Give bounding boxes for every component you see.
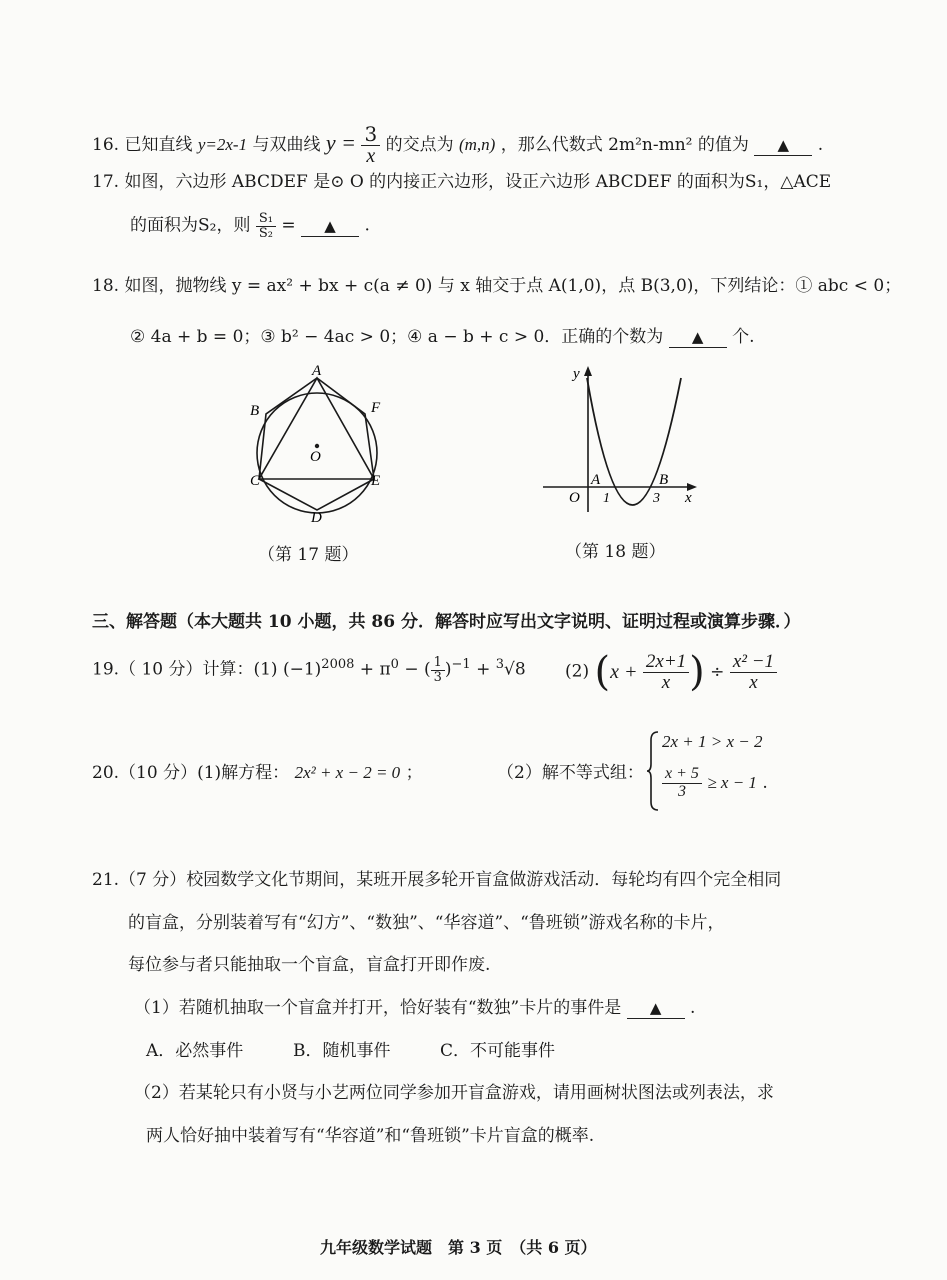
y-axis-arrow <box>584 366 592 376</box>
inequality-system: 2x + 1 > x − 2 $\frac{x + 5}{3}$ ≥ x − 1 . <box>646 730 796 812</box>
label-B: B <box>659 472 669 488</box>
label-A: A <box>312 363 322 379</box>
figure-18-caption: （第 18 题） <box>565 542 666 562</box>
question-17-line2: 的面积为S₂，则 $\frac{\text{S₁}}{\text{S₂}}$ = ▲ . <box>130 211 370 241</box>
q16-number: 16. <box>92 135 120 155</box>
question-21-line1: 21.（7 分）校园数学文化节期间，某班开展多轮开盲盒做游戏活动．每轮均有四个完全相同 <box>92 870 782 890</box>
question-18: 18. 如图，抛物线 y = ax² + bx + c(a ≠ 0) 与 x 轴交于点 A(1,0)，点 B(3,0)，下列结论：① abc < 0； <box>92 276 902 296</box>
q18-number: 18. <box>92 276 120 296</box>
brace-icon <box>646 730 660 812</box>
label-y: y <box>573 366 580 382</box>
label-D: D <box>311 510 322 526</box>
section-3-heading: 三、解答题（本大题共 10 小题，共 86 分．解答时应写出文字说明、证明过程或演算步骤．） <box>92 612 801 632</box>
question-20-part2-label: （2）解不等式组： <box>497 763 644 783</box>
label-F: F <box>371 400 381 416</box>
option-b: B．随机事件 <box>293 1041 391 1061</box>
option-a: A．必然事件 <box>146 1041 244 1061</box>
label-3: 3 <box>653 491 660 506</box>
q16-answer-blank: ▲ <box>754 135 812 156</box>
question-18-line2: ② 4a + b = 0；③ b² − 4ac > 0；④ a − b + c > 0．正确的个数为 ▲ 个. <box>130 327 755 347</box>
question-21-line2: 的盲盒，分别装着写有“幻方”、“数独”、“华容道”、“鲁班锁”游戏名称的卡片， <box>128 913 725 933</box>
question-21-line3: 每位参与者只能抽取一个盲盒，盲盒打开即作废. <box>128 955 491 975</box>
q17-fraction: $\frac{\text{S₁}}{\text{S₂}}$ <box>256 212 276 240</box>
label-C: C <box>250 473 261 489</box>
question-19-part2: (2) (x + $\frac{2x+1}{x}$ ) ÷ $\frac{\text{x² −1}}{x}$ <box>565 648 777 696</box>
label-E: E <box>371 473 381 489</box>
q16-fraction: $\frac{3}{x}$ <box>361 124 380 167</box>
question-20: 20.（10 分）(1)解方程： 2x² + x − 2 = 0 ； <box>92 763 423 783</box>
page-footer: 九年级数学试题 第 3 页 （共 6 页） <box>320 1238 597 1257</box>
question-21-sub2-line1: （2）若某轮只有小贤与小艺两位同学参加开盲盒游戏，请用画树状图法或列表法，求 <box>134 1083 774 1103</box>
question-21-sub2-line2: 两人恰好抽中装着写有“华容道”和“鲁班锁”卡片盲盒的概率. <box>146 1126 595 1146</box>
q21-answer-blank: ▲ <box>627 998 685 1019</box>
question-17: 17. 如图，六边形 ABCDEF 是⊙ O 的内接正六边形，设正六边形 ABCDEF 的面积为S₁，△ACE <box>92 172 832 192</box>
figure-17-caption: （第 17 题） <box>258 545 359 565</box>
label-A: A <box>591 472 601 488</box>
label-B: B <box>250 403 260 419</box>
figure-17-hexagon <box>240 362 390 532</box>
question-16: 16. 已知直线 y=2x-1 与双曲线 y = $\frac{3}{x}$ 的交点为 (m,n) ，那么代数式 2m²n-mn² 的值为 ▲ . <box>92 122 824 167</box>
label-O: O <box>569 490 580 506</box>
option-c: C．不可能事件 <box>440 1041 556 1061</box>
question-19: 19.（ 10 分）计算：(1) $(-1)^{2008} + \pi^0$ − ( $\frac{1}{3}$ )$^{-1}$ + $^3$√8 <box>92 655 526 685</box>
question-21-sub1: （1）若随机抽取一个盲盒并打开，恰好装有“数独”卡片的事件是 ▲ . <box>134 998 696 1018</box>
q18-answer-blank: ▲ <box>669 327 727 348</box>
figure-18-parabola <box>535 362 705 522</box>
q17-answer-blank: ▲ <box>301 216 359 237</box>
label-x: x <box>685 490 692 506</box>
label-1: 1 <box>603 491 610 506</box>
label-O: O <box>310 449 321 465</box>
center-point <box>315 444 319 448</box>
q17-number: 17. <box>92 172 120 192</box>
